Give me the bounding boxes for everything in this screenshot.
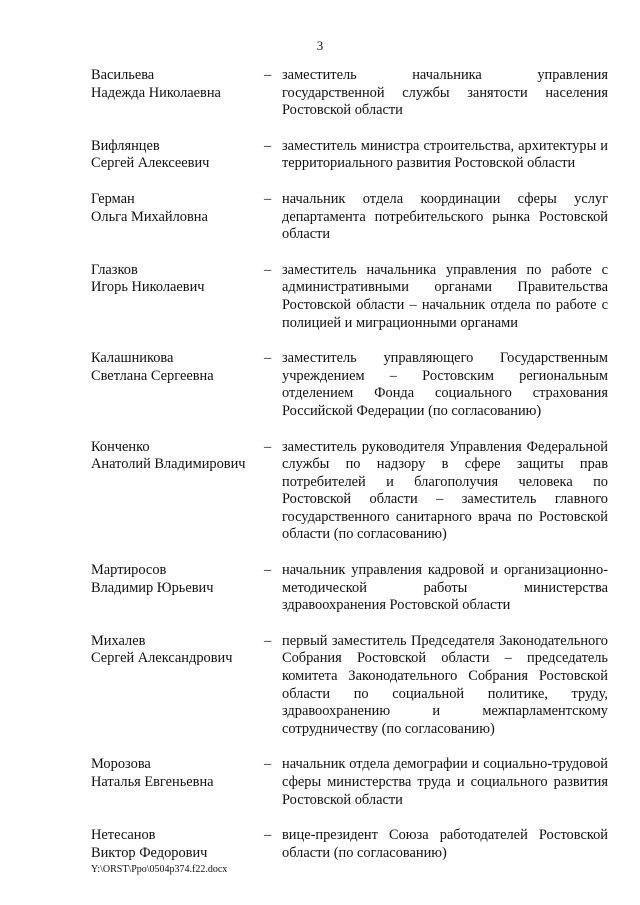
dash-separator: – — [264, 827, 272, 844]
member-list — [91, 67, 611, 880]
list-item — [91, 191, 611, 244]
member-role: заместитель начальника управления по работе с административными органами Правительства Ростовской области – начальник отдела по работе с полицией и миграционными органами — [282, 261, 608, 331]
member-given-name: Анатолий Владимирович — [91, 456, 246, 473]
member-surname: Конченко — [91, 438, 150, 455]
member-given-name: Наталья Евгеньевна — [91, 774, 214, 790]
member-name — [91, 827, 264, 862]
member-given-name: Ольга Михайловна — [91, 208, 208, 225]
member-role: начальник управления кадровой и организационно-методической работы министерства здравоохранения Ростовской области — [282, 562, 608, 614]
member-given-name: Сергей Александрович — [91, 650, 233, 667]
dash-separator: – — [264, 67, 272, 83]
dash-separator: – — [264, 756, 272, 773]
member-role: вице-президент Союза работодателей Ростовской области (по согласованию) — [282, 827, 608, 861]
member-role: заместитель управляющего Государственным учреждением – Ростовским региональным отделением Фонда социального страхования Российской Федерации (по согласованию) — [282, 350, 608, 419]
list-item — [91, 138, 611, 173]
member-surname: Морозова — [91, 756, 151, 773]
file-path-footer: Y:\ORST\Ppo\0504p374.f22.docx — [91, 864, 228, 875]
member-name — [91, 756, 264, 809]
member-name — [91, 439, 264, 545]
member-role: заместитель министра строительства, архитектуры и территориального развития Ростовской области — [282, 137, 608, 172]
member-surname: Михалев — [91, 632, 146, 649]
list-item — [91, 827, 611, 862]
member-role: заместитель начальника управления государственной службы занятости населения Ростовской области — [282, 67, 608, 119]
member-role: первый заместитель Председателя Законодательного Собрания Ростовской области – председатель комитета Законодательного Собрания Ростовской области по социальной политике, труду, здравоохранению и межпарламентскому сотрудничеству (по согласованию) — [282, 632, 608, 737]
list-item — [91, 562, 611, 615]
dash-separator: – — [264, 137, 272, 154]
list-item — [91, 350, 611, 420]
member-surname: Мартиросов — [91, 562, 167, 579]
member-name — [91, 350, 264, 420]
member-given-name: Игорь Николаевич — [91, 279, 205, 296]
member-surname: Калашникова — [91, 350, 174, 367]
dash-separator: – — [264, 350, 272, 367]
dash-separator: – — [264, 562, 272, 579]
member-surname: Глазков — [91, 261, 138, 278]
member-surname: Герман — [91, 190, 135, 207]
member-surname: Нетесанов — [91, 827, 156, 844]
member-given-name: Виктор Федорович — [91, 844, 208, 861]
member-name — [91, 262, 264, 332]
list-item — [91, 67, 611, 120]
dash-separator: – — [264, 261, 272, 278]
member-role: начальник отдела демографии и социально-трудовой сферы министерства труда и социального развития Ростовской области — [282, 756, 608, 808]
list-item — [91, 262, 611, 332]
page-number: 3 — [316, 38, 324, 53]
member-given-name: Светлана Сергеевна — [91, 367, 214, 384]
dash-separator: – — [264, 632, 272, 649]
member-name — [91, 633, 264, 739]
member-given-name: Сергей Алексеевич — [91, 155, 210, 172]
member-name — [91, 191, 264, 244]
member-role: начальник отдела координации сферы услуг департамента потребительского рынка Ростовской области — [282, 190, 608, 243]
dash-separator: – — [264, 190, 272, 207]
member-name — [91, 138, 264, 173]
member-name — [91, 67, 264, 120]
member-given-name: Надежда Николаевна — [91, 84, 221, 101]
list-item — [91, 633, 611, 739]
list-item — [91, 439, 611, 545]
list-item — [91, 756, 611, 809]
member-surname: Вифлянцев — [91, 137, 160, 154]
member-role: заместитель руководителя Управления Федеральной службы по надзору в сфере защиты прав потребителей и благополучия человека по Ростовской области – заместитель главного государственного санитарного врача по Ростовской области (по согласованию) — [282, 438, 608, 543]
dash-separator: – — [264, 438, 272, 455]
member-given-name: Владимир Юрьевич — [91, 579, 214, 596]
member-surname: Васильева — [91, 67, 155, 83]
member-name — [91, 562, 264, 615]
